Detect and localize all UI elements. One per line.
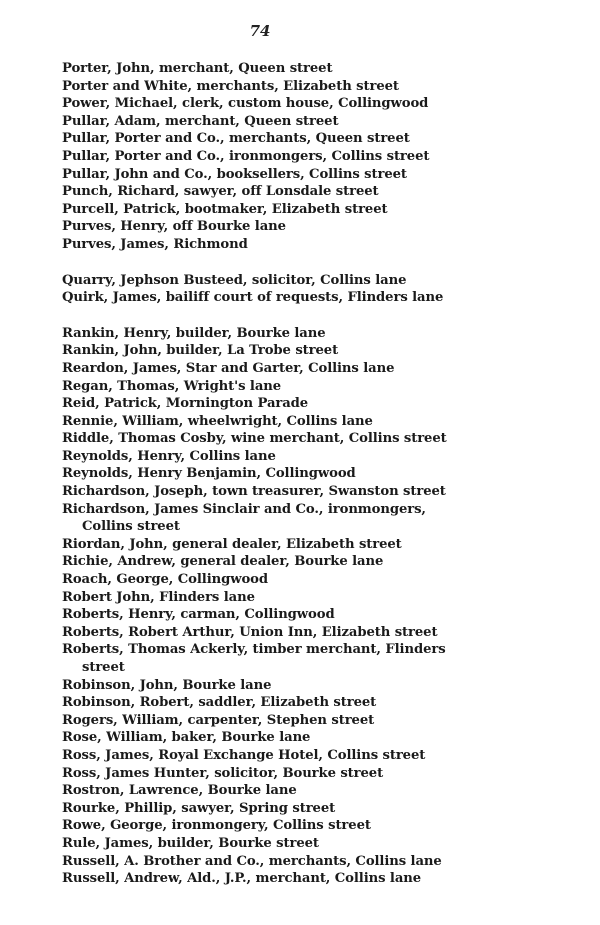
directory-entry: Russell, A. Brother and Co., merchants, Collins lane <box>62 853 442 869</box>
directory-entry: Rule, James, builder, Bourke street <box>62 835 319 851</box>
directory-entry: Ross, James, Royal Exchange Hotel, Collins street <box>62 747 426 763</box>
directory-entry: Rankin, John, builder, La Trobe street <box>62 343 339 359</box>
directory-entry: Rogers, William, carpenter, Stephen street <box>62 712 375 728</box>
directory-entry: Porter and White, merchants, Elizabeth street <box>62 78 399 94</box>
entry-line: Richardson, James Sinclair and Co., ironmongers, <box>62 501 426 517</box>
directory-entry: Ross, James Hunter, solicitor, Bourke street <box>62 765 384 781</box>
directory-entry: Richardson, Joseph, town treasurer, Swanston street <box>62 484 446 500</box>
directory-entry: Rankin, Henry, builder, Bourke lane <box>62 325 326 341</box>
directory-entry: Purcell, Patrick, bootmaker, Elizabeth street <box>62 201 388 217</box>
directory-entry: Roberts, Robert Arthur, Union Inn, Elizabeth street <box>62 624 438 640</box>
directory-entry: Robinson, Robert, saddler, Elizabeth street <box>62 695 377 711</box>
directory-entry: Pullar, Adam, merchant, Queen street <box>62 113 339 129</box>
page-number: 74 <box>249 22 271 40</box>
entry-continuation: street <box>82 660 125 675</box>
directory-entry: Roach, George, Collingwood <box>62 572 268 588</box>
directory-entry: Purves, Henry, off Bourke lane <box>62 219 286 235</box>
directory-entry: Purves, James, Richmond <box>62 236 248 252</box>
directory-entry <box>62 501 482 536</box>
directory-entry: Robinson, John, Bourke lane <box>62 677 272 693</box>
directory-entry: Pullar, Porter and Co., ironmongers, Collins street <box>62 148 430 164</box>
directory-entry: Porter, John, merchant, Queen street <box>62 61 333 76</box>
directory-entry: Rose, William, baker, Bourke lane <box>62 730 311 746</box>
section-p <box>62 60 482 254</box>
directory-entry: Quirk, James, bailiff court of requests, Flinders lane <box>62 290 444 306</box>
directory-entry: Richie, Andrew, general dealer, Bourke lane <box>62 554 384 570</box>
directory-entry: Rowe, George, ironmongery, Collins street <box>62 818 371 834</box>
directory-entry: Punch, Richard, sawyer, off Lonsdale street <box>62 184 379 200</box>
directory-entry: Rourke, Phillip, sawyer, Spring street <box>62 800 336 816</box>
directory-entries <box>62 60 482 888</box>
directory-entry: Quarry, Jephson Busteed, solicitor, Collins lane <box>62 272 407 288</box>
directory-entry: Riordan, John, general dealer, Elizabeth street <box>62 536 402 552</box>
directory-entry: Rostron, Lawrence, Bourke lane <box>62 783 297 799</box>
directory-entry: Riddle, Thomas Cosby, wine merchant, Collins street <box>62 431 447 447</box>
directory-entry: Pullar, Porter and Co., merchants, Queen street <box>62 131 410 147</box>
directory-entry: Roberts, Henry, carman, Collingwood <box>62 607 335 623</box>
directory-entry: Rennie, William, wheelwright, Collins lane <box>62 413 373 429</box>
directory-entry <box>62 641 482 676</box>
entry-continuation: Collins street <box>82 519 180 535</box>
directory-entry: Reynolds, Henry Benjamin, Collingwood <box>62 466 356 482</box>
directory-entry: Pullar, John and Co., booksellers, Collins street <box>62 166 407 182</box>
section-q <box>62 272 482 307</box>
entry-line: Roberts, Thomas Ackerly, timber merchant, Flinders <box>62 642 446 658</box>
directory-entry: Reynolds, Henry, Collins lane <box>62 448 276 464</box>
directory-entry: Reardon, James, Star and Garter, Collins lane <box>62 360 395 376</box>
section-r <box>62 325 482 888</box>
directory-entry: Reid, Patrick, Mornington Parade <box>62 396 309 412</box>
directory-entry: Power, Michael, clerk, custom house, Collingwood <box>62 96 429 112</box>
directory-entry: Regan, Thomas, Wright's lane <box>62 378 282 394</box>
directory-entry: Robert John, Flinders lane <box>62 589 255 605</box>
directory-entry: Russell, Andrew, Ald., J.P., merchant, Collins lane <box>62 871 422 887</box>
